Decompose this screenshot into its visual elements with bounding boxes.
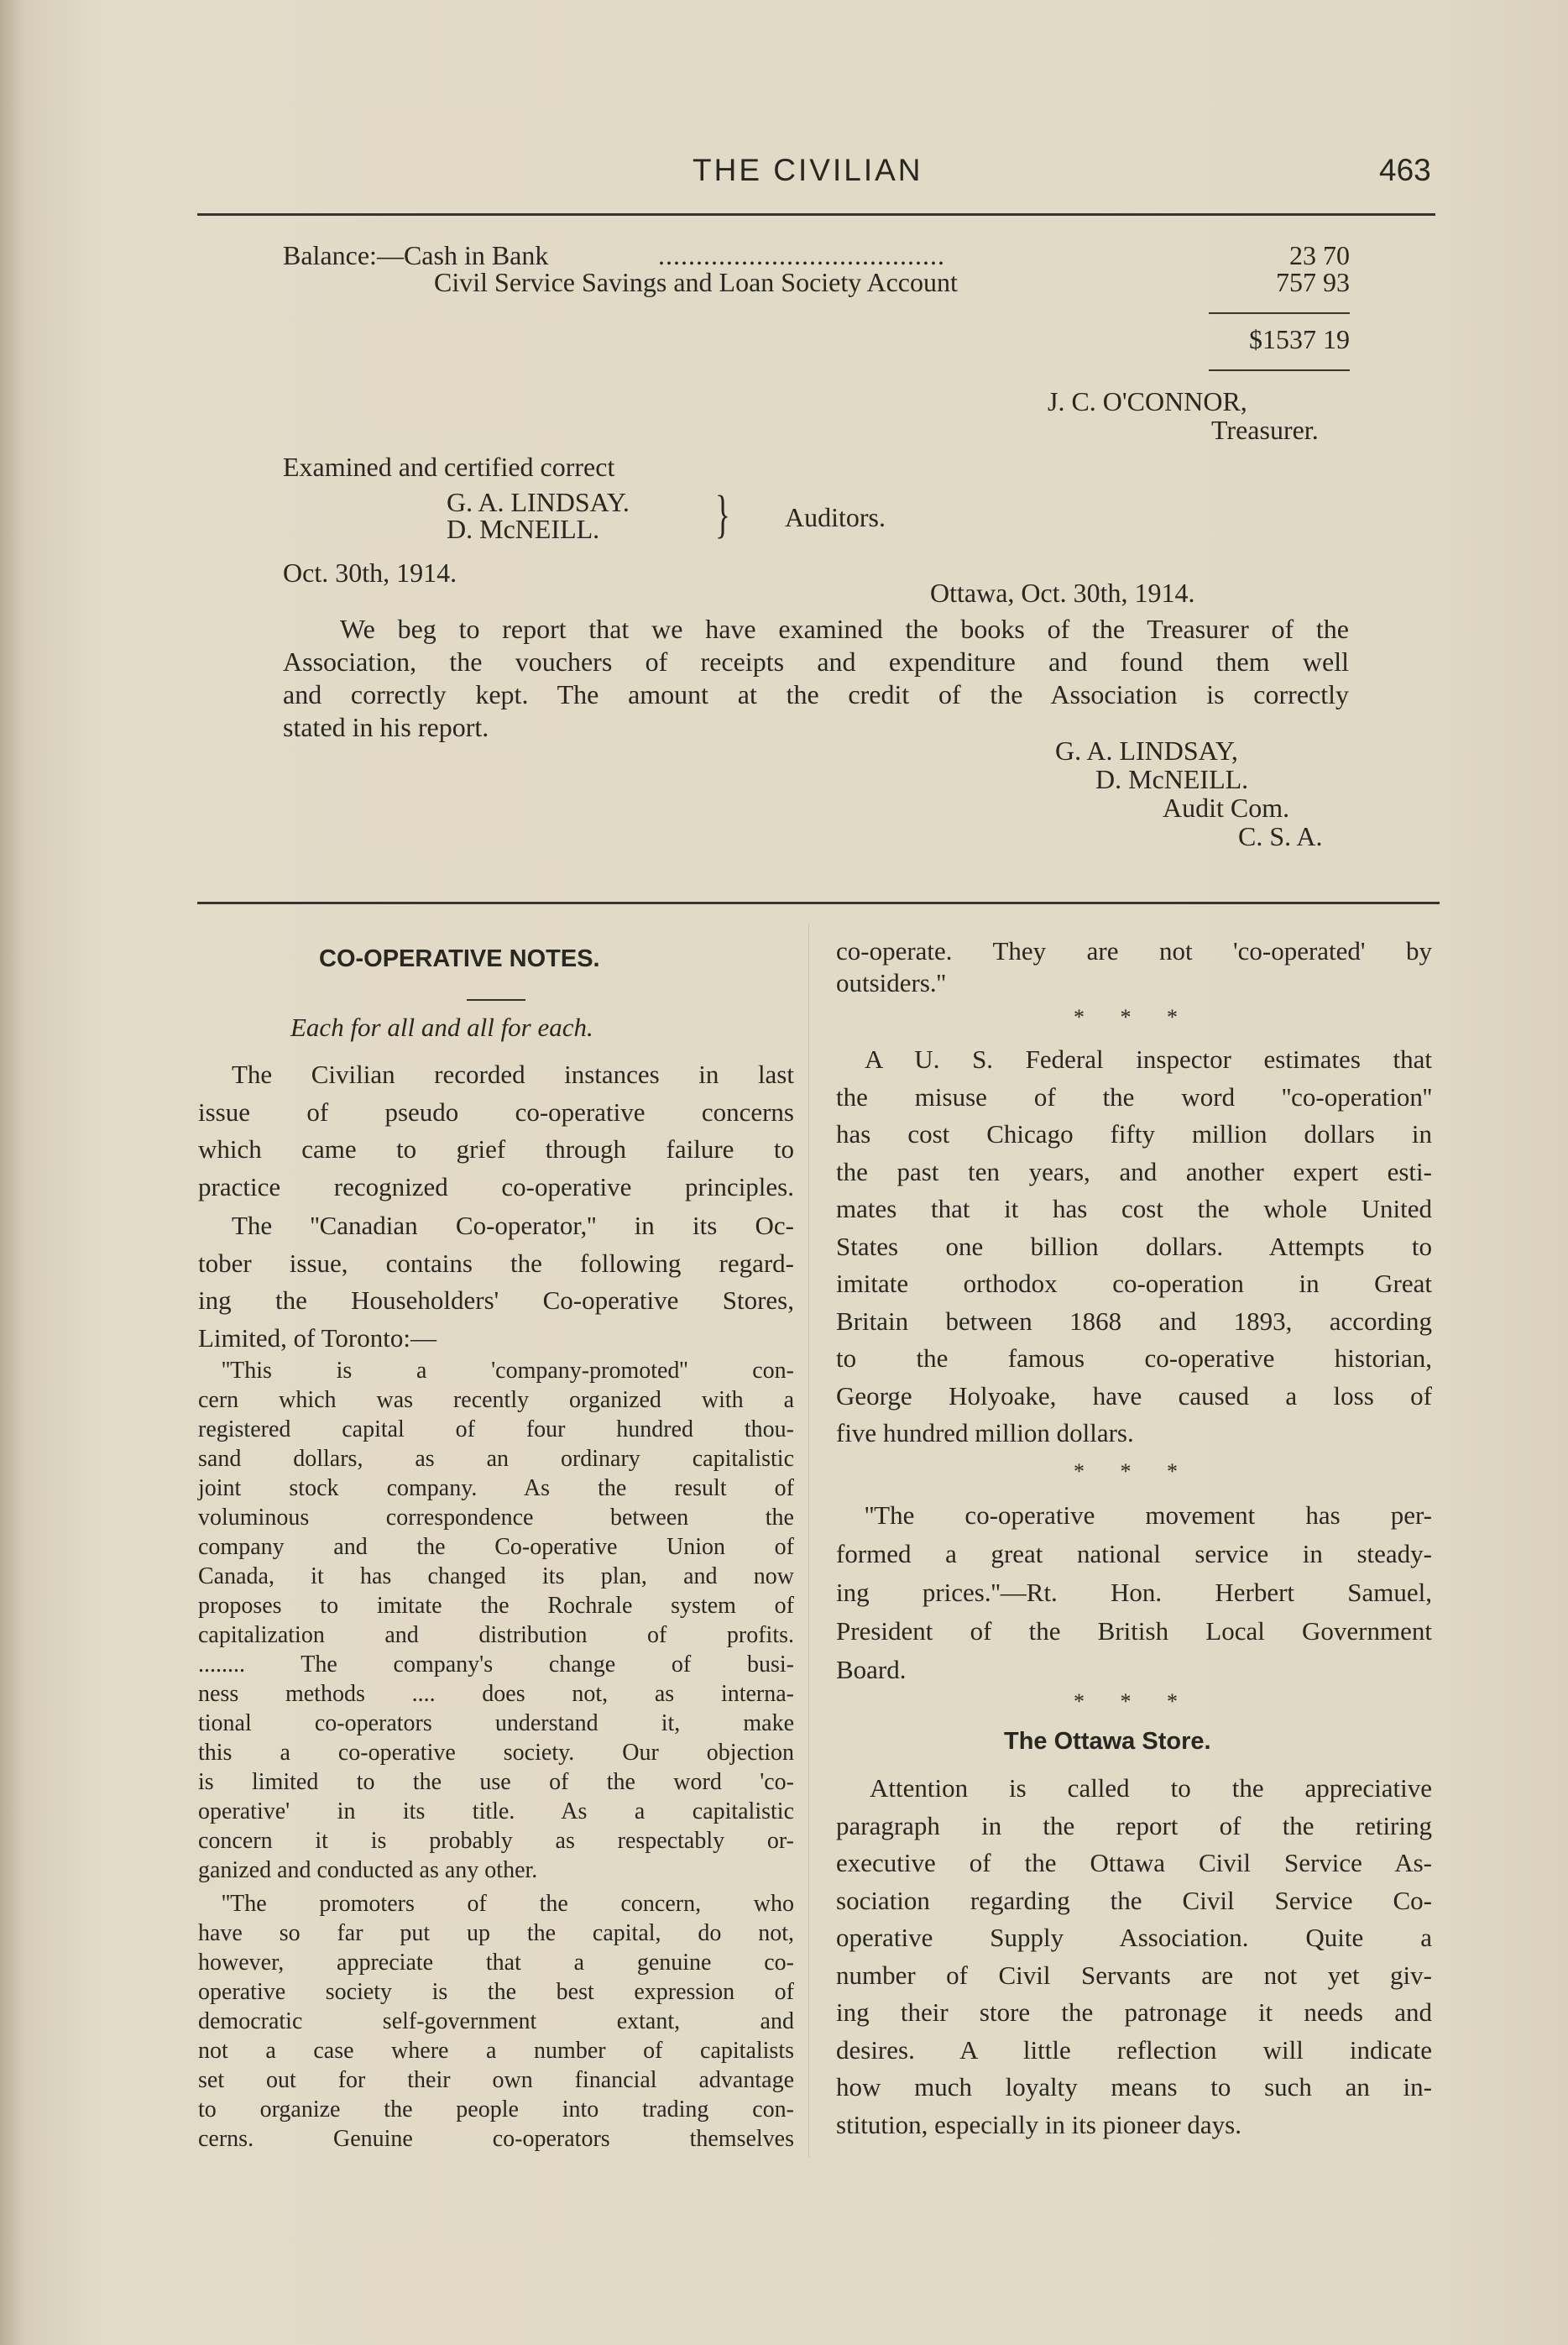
- text-line: desires. A little reflection will indicate: [836, 2034, 1432, 2065]
- text-line: this a co-operative society. Our objection: [198, 1740, 794, 1766]
- examined-line: Examined and certified correct: [283, 452, 615, 482]
- paragraph-us-inspector: [836, 1041, 1432, 1453]
- text-line: Board.: [836, 1655, 907, 1684]
- text-line: set out for their own financial advantage: [198, 2067, 794, 2093]
- text-line: issue of pseudo co-operative concerns: [198, 1097, 794, 1127]
- text-line: number of Civil Servants are not yet giv-: [836, 1960, 1432, 1990]
- total-rule: [1209, 369, 1350, 371]
- quoted-passage-2: [198, 1889, 794, 2154]
- text-line: ganized and conducted as any other.: [198, 1857, 538, 1883]
- text-line: the misuse of the word ''co-operation'': [836, 1081, 1432, 1112]
- text-line: operative society is the best expression of: [198, 1979, 794, 2005]
- text-line: co-operate. They are not 'co-operated' by: [836, 936, 1432, 966]
- savings-amount: 757 93: [1276, 267, 1350, 297]
- text-line: democratic self-government extant, and: [198, 2008, 794, 2034]
- section-break-stars: * * *: [1074, 1005, 1193, 1029]
- column-divider: [808, 924, 809, 2158]
- section-break-stars: * * *: [1074, 1689, 1193, 1714]
- text-line: ........ The company's change of busi-: [198, 1651, 794, 1678]
- text-line: mates that it has cost the whole United: [836, 1194, 1432, 1223]
- section-rule: [197, 902, 1440, 904]
- running-head: THE CIVILIAN: [693, 153, 923, 187]
- text-line: five hundred million dollars.: [836, 1418, 1134, 1447]
- text-line: registered capital of four hundred thou-: [198, 1416, 794, 1442]
- subheading-ottawa-store: The Ottawa Store.: [1004, 1728, 1211, 1755]
- quoted-passage-1: [198, 1356, 794, 1885]
- heading-rule: [467, 999, 525, 1001]
- text-line: stitution, especially in its pioneer days.: [836, 2109, 1241, 2139]
- text-line: tober issue, contains the following regard-: [198, 1248, 794, 1278]
- text-line: Canada, it has changed its plan, and now: [198, 1563, 794, 1589]
- text-line: ness methods .... does not, as interna-: [198, 1681, 794, 1707]
- report-line: stated in his report.: [283, 712, 489, 742]
- text-line: outsiders.'': [836, 968, 946, 997]
- text-line: imitate orthodox co-operation in Great: [836, 1269, 1432, 1298]
- signature-csa: C. S. A.: [1238, 821, 1323, 851]
- text-line: voluminous correspondence between the: [198, 1505, 794, 1531]
- text-line: ''The co-operative movement has per-: [865, 1500, 1432, 1530]
- text-line: sand dollars, as an ordinary capitalistic: [198, 1446, 794, 1472]
- text-line: paragraph in the report of the retiring: [836, 1810, 1432, 1840]
- text-line: ''This is a 'company-promoted'' con-: [222, 1358, 794, 1384]
- signature-audit-com: Audit Com.: [1163, 793, 1290, 823]
- text-line: to organize the people into trading con-: [198, 2096, 794, 2123]
- savings-account-label: Civil Service Savings and Loan Society Account: [434, 267, 958, 297]
- report-line: and correctly kept. The amount at the credit of the Association is correctly: [283, 679, 1349, 709]
- paragraph-civilian: [198, 1056, 794, 1206]
- text-line: President of the British Local Government: [836, 1616, 1432, 1646]
- text-line: Attention is called to the appreciative: [870, 1773, 1432, 1803]
- text-line: which came to grief through failure to: [198, 1134, 794, 1164]
- text-line: joint stock company. As the result of: [198, 1475, 794, 1501]
- auditor-2: D. McNEILL.: [447, 514, 600, 544]
- text-line: cern which was recently organized with a: [198, 1387, 794, 1413]
- text-line: operative' in its title. As a capitalistic: [198, 1798, 794, 1824]
- text-line: to the famous co-operative historian,: [836, 1343, 1432, 1373]
- signature-lindsay: G. A. LINDSAY,: [1055, 735, 1238, 766]
- text-line: ''The promoters of the concern, who: [222, 1891, 794, 1917]
- text-line: formed a great national service in steady-: [836, 1539, 1432, 1568]
- text-line: The Civilian recorded instances in last: [232, 1060, 794, 1089]
- text-line: proposes to imitate the Rochrale system of: [198, 1593, 794, 1619]
- page-number: 463: [1379, 153, 1431, 187]
- cash-amount: 23 70: [1289, 240, 1350, 270]
- text-line: A U. S. Federal inspector estimates that: [865, 1044, 1432, 1074]
- text-line: company and the Co-operative Union of: [198, 1534, 794, 1560]
- text-line: ing the Householders' Co-operative Stores,: [198, 1285, 794, 1315]
- auditors-brace: }: [714, 486, 730, 543]
- text-line: ing prices.''—Rt. Hon. Herbert Samuel,: [836, 1578, 1432, 1607]
- treasurer-name: J. C. O'CONNOR,: [1048, 386, 1247, 416]
- text-line: sociation regarding the Civil Service Co-: [836, 1885, 1432, 1915]
- signature-mcneill: D. McNEILL.: [1095, 764, 1249, 794]
- report-line: We beg to report that we have examined the books of the Treasurer of the: [340, 614, 1349, 644]
- text-line: have so far put up the capital, do not,: [198, 1920, 794, 1946]
- auditors-label: Auditors.: [785, 502, 886, 532]
- section-heading: CO-OPERATIVE NOTES.: [319, 945, 600, 972]
- header-rule: [197, 213, 1435, 216]
- text-line: the past ten years, and another expert esti-: [836, 1156, 1432, 1186]
- text-line: is limited to the use of the word 'co-: [198, 1769, 794, 1795]
- text-line: tional co-operators understand it, make: [198, 1710, 794, 1736]
- text-line: cerns. Genuine co-operators themselves: [198, 2126, 794, 2152]
- text-line: however, appreciate that a genuine co-: [198, 1950, 794, 1976]
- text-line: executive of the Ottawa Civil Service As-: [836, 1848, 1432, 1877]
- report-line: Association, the vouchers of receipts and expenditure and found them well: [283, 646, 1349, 677]
- date-right: Ottawa, Oct. 30th, 1914.: [930, 578, 1195, 608]
- text-line: Limited, of Toronto:—: [198, 1322, 436, 1353]
- text-line: The ''Canadian Co-operator,'' in its Oc-: [232, 1211, 794, 1240]
- text-line: concern it is probably as respectably or-: [198, 1828, 794, 1854]
- motto: Each for all and all for each.: [290, 1013, 593, 1042]
- date-left: Oct. 30th, 1914.: [283, 557, 457, 588]
- text-line: how much loyalty means to such an in-: [836, 2072, 1432, 2102]
- audit-report: [283, 613, 1349, 744]
- section-break-stars: * * *: [1074, 1459, 1193, 1484]
- auditor-1: G. A. LINDSAY.: [447, 487, 630, 517]
- text-line: not a case where a number of capitalists: [198, 2038, 794, 2064]
- text-line: capitalization and distribution of profits.: [198, 1622, 794, 1648]
- balance-leader: ......................................: [658, 240, 945, 270]
- paragraph-ottawa-store: [836, 1770, 1432, 2143]
- paragraph-herbert-samuel: [836, 1496, 1432, 1689]
- text-line: States one billion dollars. Attempts to: [836, 1231, 1432, 1261]
- total-amount: $1537 19: [1249, 324, 1350, 354]
- text-line: operative Supply Association. Quite a: [836, 1923, 1432, 1952]
- text-line: George Holyoake, have caused a loss of: [836, 1380, 1432, 1411]
- treasurer-title: Treasurer.: [1211, 415, 1319, 445]
- text-line: Britain between 1868 and 1893, according: [836, 1306, 1432, 1336]
- paragraph-canadian-cooperator: [198, 1207, 794, 1357]
- text-line: has cost Chicago fifty million dollars in: [836, 1119, 1432, 1149]
- subtotal-rule: [1209, 312, 1350, 314]
- balance-cash-label: Balance:—Cash in Bank: [283, 240, 549, 270]
- continued-quote: [836, 935, 1432, 999]
- text-line: practice recognized co-operative principles.: [198, 1171, 794, 1201]
- text-line: ing their store the patronage it needs and: [836, 1997, 1432, 2027]
